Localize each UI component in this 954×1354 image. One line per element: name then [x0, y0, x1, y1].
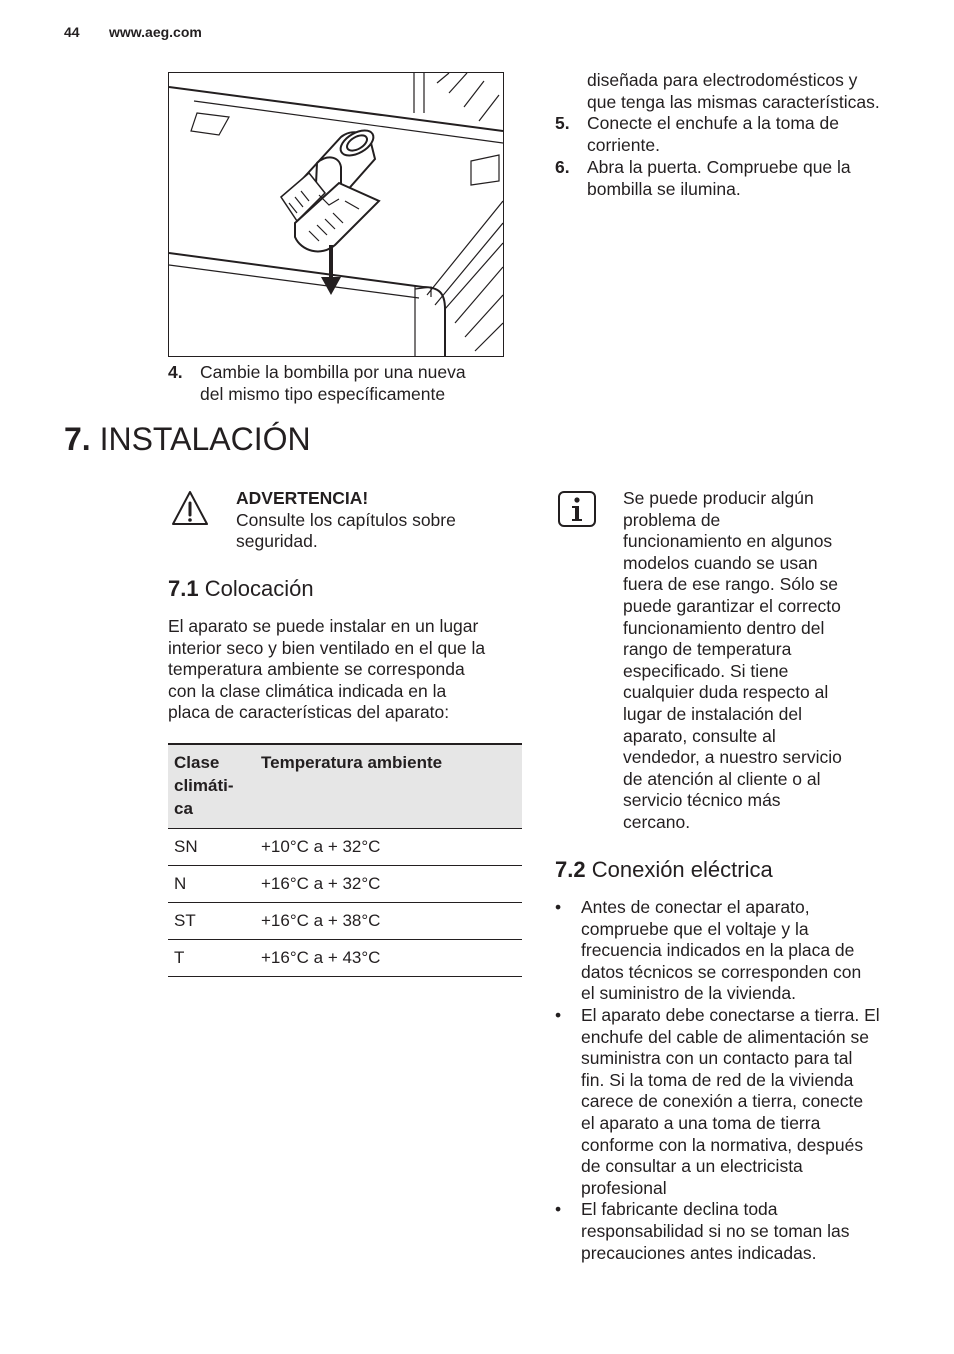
text-line: corriente. — [587, 134, 660, 155]
text-line: datos técnicos se corresponden con — [581, 961, 862, 982]
text-line: El aparato se puede instalar en un lugar — [168, 616, 479, 636]
text-line: funcionamiento en algunos — [623, 531, 833, 552]
text-line: • El fabricante declina toda — [581, 1199, 778, 1220]
text-line: especificado. Si tiene — [623, 660, 789, 681]
subsection-number: 7.2 — [555, 857, 586, 882]
text-line: profesional — [581, 1177, 667, 1198]
text-line: • Antes de conectar el aparato, — [581, 897, 810, 917]
table-cell: T — [168, 940, 255, 977]
text-line: temperatura ambiente se corresponda — [168, 659, 465, 680]
subsection-number: 7.1 — [168, 576, 199, 601]
text-line: problema de — [623, 509, 721, 530]
text-line: lugar de instalación del — [623, 703, 803, 724]
text-line: vendedor, a nuestro servicio — [623, 747, 842, 768]
text-line: funcionamiento dentro del — [623, 617, 825, 638]
table-row — [168, 940, 522, 977]
table-header-cell — [168, 744, 255, 829]
text-line: el suministro de la vivienda. — [581, 983, 796, 1004]
text-line: Clase — [174, 753, 220, 772]
subsection-heading-7-1 — [168, 575, 314, 603]
text-line: Abra la puerta. Compruebe que la — [587, 157, 851, 177]
text-line: Consulte los capítulos sobre — [236, 509, 456, 530]
text-line: frecuencia indicados en la placa de — [581, 940, 855, 961]
climate-class-table — [168, 743, 522, 977]
text-line: de atención al cliente o al — [623, 768, 821, 789]
text-line: Temperatura ambiente — [261, 753, 443, 772]
text-line: aparato, consulte al — [623, 725, 776, 746]
text-line: seguridad. — [236, 531, 318, 552]
step-text — [587, 157, 851, 200]
warning-block — [236, 488, 526, 553]
table-cell: SN — [168, 829, 255, 866]
section-number: 7. — [64, 421, 91, 457]
text-line: Conecte el enchufe a la toma de — [587, 113, 839, 133]
text-line: Se puede producir algún — [623, 488, 814, 508]
step-number: 5. — [555, 113, 570, 133]
text-line: rango de temperatura — [623, 639, 792, 660]
subsection-heading-7-2 — [555, 856, 773, 884]
table-cell: ST — [168, 903, 255, 940]
step-text — [200, 362, 466, 405]
text-line: el aparato a una toma de tierra — [581, 1112, 821, 1133]
list-item — [555, 897, 935, 1005]
subsection-title: Conexión eléctrica — [591, 857, 773, 882]
table-header-cell — [255, 744, 522, 829]
text-line: cercano. — [623, 811, 691, 832]
text-line: enchufe del cable de alimentación se — [581, 1026, 869, 1047]
section-title — [64, 420, 311, 458]
electrical-bullets — [555, 897, 935, 1264]
table-cell: +16°C a + 43°C — [255, 940, 522, 977]
text-line: fuera de ese rango. Sólo se — [623, 574, 839, 595]
text-line: Cambie la bombilla por una nueva — [200, 362, 466, 382]
warning-triangle-icon — [170, 489, 210, 527]
step-text — [587, 113, 839, 156]
subsection-title: Colocación — [204, 576, 314, 601]
text-line: conforme con la normativa, después — [581, 1134, 864, 1155]
text-line: compruebe que el voltaje y la — [581, 918, 809, 939]
text-line: • El aparato debe conectarse a tierra. El — [581, 1004, 880, 1025]
text-line: interior seco y bien ventilado en el que la — [168, 637, 486, 658]
text-line: suministra con un contacto para tal — [581, 1048, 853, 1069]
list-item — [555, 1199, 935, 1264]
warning-title: ADVERTENCIA! — [236, 488, 369, 508]
text-line: modelos cuando se usan — [623, 552, 818, 573]
lamp-replacement-illustration — [168, 72, 504, 357]
info-icon — [557, 490, 597, 528]
text-line: de consultar a un electricista — [581, 1156, 803, 1177]
text-line: del mismo tipo específicamente — [200, 383, 446, 404]
table-cell: N — [168, 866, 255, 903]
text-line: precauciones antes indicadas. — [581, 1242, 817, 1263]
step-continuation — [587, 70, 927, 113]
text-line: bombilla se ilumina. — [587, 178, 741, 199]
table-cell: +16°C a + 32°C — [255, 866, 522, 903]
text-line: responsabilidad si no se toman las — [581, 1220, 850, 1241]
text-line: cualquier duda respecto al — [623, 682, 829, 703]
text-line: carece de conexión a tierra, conecte — [581, 1091, 864, 1112]
text-line: diseñada para electrodomésticos y — [587, 70, 858, 90]
text-line: que tenga las mismas características. — [587, 91, 880, 112]
text-line: puede garantizar el correcto — [623, 595, 841, 616]
info-text — [623, 488, 923, 834]
text-line: servicio técnico más — [623, 790, 781, 811]
section-title-text: INSTALACIÓN — [99, 421, 311, 457]
step-number: 4. — [168, 362, 183, 382]
text-line: con la clase climática indicada en la — [168, 680, 447, 701]
text-line: fin. Si la toma de red de la vivienda — [581, 1069, 854, 1090]
list-item — [555, 1005, 935, 1199]
website-url: www.aeg.com — [109, 24, 202, 40]
table-cell: +10°C a + 32°C — [255, 829, 522, 866]
table-cell: +16°C a + 38°C — [255, 903, 522, 940]
table-row — [168, 903, 522, 940]
table-row — [168, 866, 522, 903]
page-number: 44 — [64, 24, 80, 40]
text-line: placa de características del aparato: — [168, 702, 450, 723]
step-number: 6. — [555, 157, 570, 177]
placement-paragraph — [168, 616, 528, 724]
text-line: climáti- — [174, 776, 234, 795]
text-line: ca — [174, 799, 193, 818]
table-row — [168, 829, 522, 866]
table-header-row — [168, 744, 522, 829]
